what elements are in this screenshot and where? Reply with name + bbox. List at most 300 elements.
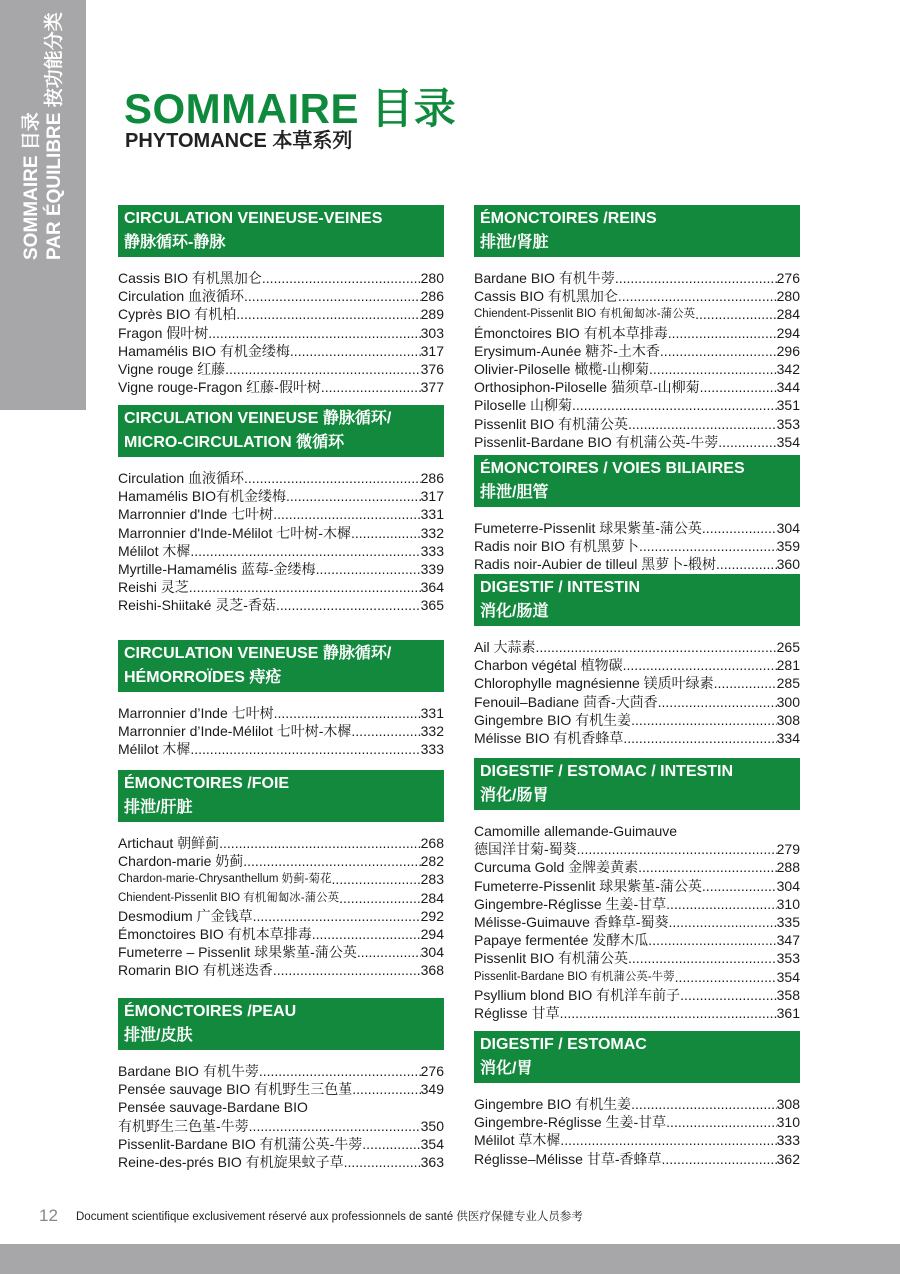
toc-entry[interactable] (474, 693, 800, 711)
dot-leader (648, 931, 776, 949)
section-header (474, 758, 800, 810)
entry-page-number: 334 (776, 730, 800, 747)
toc-entry[interactable] (118, 542, 444, 560)
toc-entry[interactable] (474, 822, 800, 840)
entry-label: Ail 大蒜素 (474, 639, 536, 655)
entry-label: Fragon 假叶树 (118, 324, 209, 341)
dot-leader (352, 1080, 420, 1098)
toc-entry[interactable] (118, 907, 444, 925)
side-tab-text (0, 0, 86, 410)
entry-label: Piloselle 山柳菊 (474, 397, 573, 414)
entry-label: Mélisse-Guimauve 香蜂草-蜀葵 (474, 914, 669, 931)
dot-leader (623, 729, 776, 747)
toc-entry[interactable] (118, 324, 444, 342)
entry-page-number: 350 (420, 1117, 444, 1134)
entry-label: Fumeterre-Pissenlit 球果紫堇-蒲公英 (474, 520, 702, 536)
toc-entry[interactable] (474, 1004, 800, 1022)
toc-entry[interactable] (118, 469, 444, 487)
section-peau (118, 998, 444, 1171)
entry-page-number: 308 (776, 1096, 800, 1112)
toc-entry[interactable] (118, 1153, 444, 1171)
toc-entry[interactable] (118, 378, 444, 396)
entry-page-number: 317 (420, 342, 444, 359)
entry-page-number: 296 (776, 342, 800, 359)
entry-page-number: 353 (776, 415, 800, 432)
toc-entry[interactable] (474, 949, 800, 967)
toc-entry[interactable] (474, 360, 800, 378)
entry-label: Émonctoires BIO 有机本草排毒 (118, 926, 312, 943)
toc-entry[interactable] (474, 1095, 800, 1113)
side-tab-line1: SOMMAIRE 目录 (21, 112, 42, 260)
dot-leader (639, 537, 777, 555)
dot-leader (535, 638, 776, 656)
entry-label: Circulation 血液循环 (118, 288, 245, 305)
toc-entry[interactable] (118, 1135, 444, 1153)
entry-page-number: 361 (776, 1005, 800, 1022)
section-hemorroides (118, 640, 444, 759)
entry-label: Chlorophylle magnésienne 镁质叶绿素 (474, 675, 714, 692)
dot-leader (628, 949, 777, 967)
section-circulation-veines (118, 205, 444, 396)
dot-leader (618, 287, 777, 305)
toc-entry[interactable] (118, 1117, 444, 1135)
section-header-line: CIRCULATION VEINEUSE 静脉循环/ (124, 645, 392, 662)
entry-label: Gingembre-Réglisse 生姜-甘草 (474, 1114, 667, 1131)
section-header-line: DIGESTIF / INTESTIN (480, 579, 641, 596)
dot-leader (675, 968, 777, 986)
toc-entry[interactable] (474, 913, 800, 931)
toc-entry[interactable] (118, 961, 444, 979)
toc-entry[interactable] (474, 638, 800, 656)
toc-entry[interactable] (474, 415, 800, 433)
entry-page-number: 284 (420, 889, 444, 906)
section-foie (118, 770, 444, 980)
entry-label: Bardane BIO 有机牛蒡 (474, 270, 615, 286)
entry-page-number: 344 (776, 379, 800, 396)
toc-entry[interactable] (474, 396, 800, 414)
section-header-line: CIRCULATION VEINEUSE-VEINES (124, 210, 383, 227)
entry-label: Mélilot 木樨 (118, 741, 191, 758)
entry-list (474, 822, 800, 1022)
entry-label: Myrtille-Hamamélis 蓝莓-金缕梅 (118, 561, 316, 578)
toc-entry[interactable] (474, 342, 800, 360)
entry-label: Pensée sauvage-Bardane BIO (118, 1099, 308, 1116)
toc-entry[interactable] (118, 505, 444, 523)
toc-entry[interactable] (474, 674, 800, 692)
entry-label: Émonctoires BIO 有机本草排毒 (474, 324, 668, 341)
entry-label: Cassis BIO 有机黑加仑 (474, 288, 618, 305)
dot-leader (208, 324, 420, 342)
entry-label: Pissenlit BIO 有机蒲公英 (474, 950, 629, 967)
section-header (118, 770, 444, 822)
dot-leader (702, 877, 777, 895)
entry-label: Reishi-Shiitaké 灵芝-香菇 (118, 597, 276, 614)
toc-entry[interactable] (474, 287, 800, 305)
section-intestin (474, 574, 800, 747)
entry-label: Bardane BIO 有机牛蒡 (118, 1063, 259, 1079)
entry-label: Artichaut 朝鲜蓟 (118, 835, 220, 851)
section-header-line: 排泄/胆管 (480, 484, 549, 501)
entry-label: Charbon végétal 植物碳 (474, 657, 623, 674)
entry-label: 德国洋甘菊-蜀葵 (474, 841, 577, 858)
toc-entry[interactable] (118, 852, 444, 870)
entry-page-number: 332 (420, 524, 444, 541)
entry-label: Marronnier d'Inde 七叶树 (118, 506, 274, 523)
entry-page-number: 331 (420, 506, 444, 523)
entry-page-number: 358 (776, 986, 800, 1003)
entry-page-number: 360 (776, 556, 800, 573)
toc-entry[interactable] (118, 578, 444, 596)
entry-page-number: 351 (776, 397, 800, 414)
entry-page-number: 377 (420, 379, 444, 396)
entry-label: Pensée sauvage BIO 有机野生三色堇 (118, 1081, 353, 1098)
entry-page-number: 304 (776, 520, 800, 536)
entry-label: Chardon-marie 奶蓟 (118, 853, 244, 870)
toc-entry[interactable] (474, 378, 800, 396)
section-header-line: 排泄/肾脏 (480, 234, 549, 251)
entry-page-number: 288 (776, 859, 800, 876)
dot-leader (290, 342, 421, 360)
section-header-line: 排泄/皮肤 (124, 1027, 193, 1044)
entry-label: Orthosiphon-Piloselle 猫须草-山柳菊 (474, 379, 700, 396)
entry-page-number: 294 (420, 926, 444, 943)
entry-list (118, 269, 444, 396)
entry-list (118, 834, 444, 980)
entry-page-number: 280 (420, 270, 444, 286)
toc-entry[interactable] (118, 342, 444, 360)
section-reins (474, 205, 800, 451)
entry-label: Erysimum-Aunée 糖芥-土木香 (474, 342, 660, 359)
entry-page-number: 333 (420, 542, 444, 559)
section-header-line: 消化/胃 (480, 1060, 533, 1077)
dot-leader (560, 1131, 776, 1149)
section-header (474, 455, 800, 507)
toc-entry[interactable] (118, 704, 444, 722)
toc-entry[interactable] (118, 943, 444, 961)
dot-leader (331, 870, 420, 888)
entry-label: Mélisse BIO 有机香蜂草 (474, 730, 624, 747)
entry-label: Réglisse–Mélisse 甘草-香蜂草 (474, 1150, 662, 1167)
entry-label: Radis noir BIO 有机黑萝卜 (474, 538, 639, 555)
page-number: 12 (39, 1206, 58, 1225)
entry-list (118, 1062, 444, 1171)
entry-label: Reishi 灵芝 (118, 579, 189, 596)
dot-leader (680, 986, 776, 1004)
dot-leader (321, 378, 421, 396)
entry-label: Camomille allemande-Guimauve (474, 823, 678, 839)
entry-label: Fumeterre-Pissenlit 球果紫堇-蒲公英 (474, 877, 702, 894)
dot-leader (666, 895, 776, 913)
dot-leader (344, 1153, 421, 1171)
entry-page-number: 282 (420, 853, 444, 870)
entry-label: Pissenlit-Bardane BIO 有机蒲公英-牛蒡 (118, 1135, 363, 1152)
entry-label: Olivier-Piloselle 橄榄-山柳菊 (474, 361, 650, 378)
toc-entry[interactable] (474, 537, 800, 555)
dot-leader (189, 578, 421, 596)
toc-entry[interactable] (474, 1131, 800, 1149)
entry-page-number: 300 (776, 693, 800, 710)
entry-label: Réglisse 甘草 (474, 1005, 560, 1022)
toc-entry[interactable] (118, 870, 444, 888)
entry-page-number: 281 (776, 657, 800, 674)
section-header-line: 排泄/肝脏 (124, 799, 193, 816)
dot-leader (244, 287, 421, 305)
section-header-line: 静脉循环-静脉 (124, 234, 226, 251)
section-micro-circulation (118, 405, 444, 615)
entry-label: Marronnier d'Inde-Mélilot 七叶树-木樨 (118, 524, 351, 541)
toc-entry[interactable] (474, 555, 800, 573)
entry-label: Hamamélis BIO 有机金缕梅 (118, 342, 290, 359)
entry-label: Mélilot 木樨 (118, 542, 191, 559)
section-header (118, 640, 444, 692)
entry-page-number: 335 (776, 914, 800, 931)
dot-leader (253, 907, 421, 925)
entry-page-number: 292 (420, 907, 444, 924)
entry-page-number: 276 (420, 1063, 444, 1079)
entry-label: Vigne rouge-Fragon 红藤-假叶树 (118, 379, 321, 396)
dot-leader (572, 396, 777, 414)
dot-leader (219, 834, 421, 852)
dot-leader (666, 1113, 776, 1131)
entry-label: Romarin BIO 有机迷迭香 (118, 962, 273, 979)
toc-entry[interactable] (474, 324, 800, 342)
section-header (118, 405, 444, 457)
entry-page-number: 332 (420, 723, 444, 740)
dot-leader (190, 542, 420, 560)
toc-entry[interactable] (474, 877, 800, 895)
dot-leader (623, 656, 777, 674)
entry-label: Pissenlit-Bardane BIO 有机蒲公英-牛蒡 (474, 433, 719, 450)
entry-label: Mélilot 草木樨 (474, 1132, 561, 1149)
toc-entry[interactable] (118, 1098, 444, 1116)
entry-page-number: 284 (776, 306, 800, 323)
toc-entry[interactable] (118, 1080, 444, 1098)
entry-label: Circulation 血液循环 (118, 470, 245, 486)
entry-label: Pissenlit-Bardane BIO 有机蒲公英-牛蒡 (474, 970, 675, 983)
dot-leader (668, 324, 777, 342)
entry-label: Fenouil–Badiane 茴香-大茴香 (474, 693, 658, 710)
entry-label: Hamamélis BIO有机金缕梅 (118, 488, 287, 505)
dot-leader (273, 505, 420, 523)
entry-page-number: 368 (420, 962, 444, 979)
entry-page-number: 349 (420, 1081, 444, 1098)
dot-leader (628, 415, 777, 433)
dot-leader (243, 852, 420, 870)
toc-entry[interactable] (118, 740, 444, 758)
section-header-line: ÉMONCTOIRES /FOIE (124, 775, 290, 792)
entry-label: Pissenlit BIO 有机蒲公英 (474, 415, 629, 432)
entry-label: Chiendent-Pissenlit BIO 有机匍匐冰-蒲公英 (118, 891, 340, 904)
toc-entry[interactable] (118, 269, 444, 287)
entry-list (118, 469, 444, 615)
entry-page-number: 354 (776, 968, 800, 985)
entry-page-number: 280 (776, 288, 800, 305)
entry-label: Cyprès BIO 有机柏 (118, 306, 237, 323)
toc-entry[interactable] (474, 433, 800, 451)
entry-page-number: 286 (420, 288, 444, 305)
entry-page-number: 289 (420, 306, 444, 323)
entry-page-number: 268 (420, 835, 444, 851)
section-header-line: CIRCULATION VEINEUSE 静脉循环/ (124, 410, 392, 427)
dot-leader (273, 961, 421, 979)
section-header-line: DIGESTIF / ESTOMAC (480, 1036, 647, 1053)
entry-page-number: 339 (420, 561, 444, 578)
entry-page-number: 265 (776, 639, 800, 655)
dot-leader (259, 1062, 421, 1080)
dot-leader (714, 674, 777, 692)
toc-entry[interactable] (118, 305, 444, 323)
toc-entry[interactable] (118, 925, 444, 943)
toc-entry[interactable] (474, 656, 800, 674)
dot-leader (718, 433, 776, 451)
toc-entry[interactable] (474, 858, 800, 876)
toc-entry[interactable] (118, 834, 444, 852)
entry-page-number: 333 (420, 741, 444, 758)
entry-page-number: 362 (776, 1150, 800, 1167)
dot-leader (351, 524, 421, 542)
entry-label: 有机野生三色堇-牛蒡 (118, 1117, 249, 1134)
section-header-line: 消化/肠道 (480, 603, 549, 620)
toc-entry[interactable] (474, 931, 800, 949)
entry-label: Fumeterre – Pissenlit 球果紫堇-蒲公英 (118, 944, 357, 961)
dot-leader (244, 469, 421, 487)
entry-label: Reine-des-prés BIO 有机旋果蚊子草 (118, 1154, 344, 1171)
toc-entry[interactable] (118, 889, 444, 907)
dot-leader (339, 889, 421, 907)
section-estomac-intestin (474, 758, 800, 1022)
toc-entry[interactable] (118, 487, 444, 505)
toc-entry[interactable] (474, 269, 800, 287)
section-header (118, 205, 444, 257)
dot-leader (638, 858, 776, 876)
dot-leader (262, 269, 421, 287)
entry-page-number: 363 (420, 1154, 444, 1171)
dot-leader (631, 711, 776, 729)
entry-label: Papaye fermentée 发酵木瓜 (474, 932, 649, 949)
entry-page-number: 359 (776, 538, 800, 555)
toc-entry[interactable] (118, 287, 444, 305)
toc-entry[interactable] (474, 1113, 800, 1131)
entry-list (118, 704, 444, 759)
dot-leader (276, 596, 421, 614)
toc-entry[interactable] (118, 1062, 444, 1080)
section-header (474, 1031, 800, 1083)
dot-leader (649, 360, 777, 378)
dot-leader (668, 913, 776, 931)
entry-page-number: 310 (776, 895, 800, 912)
section-header-line: ÉMONCTOIRES /PEAU (124, 1003, 297, 1020)
toc-entry[interactable] (474, 1150, 800, 1168)
entry-label: Marronnier d’Inde-Mélilot 七叶树-木樨 (118, 723, 352, 740)
section-voies-biliaires (474, 455, 800, 574)
entry-page-number: 279 (776, 841, 800, 858)
dot-leader (351, 722, 420, 740)
page-subtitle: PHYTOMANCE 本草系列 (125, 130, 353, 152)
section-header-line: ÉMONCTOIRES / VOIES BILIAIRES (480, 460, 745, 477)
section-header (474, 574, 800, 626)
entry-label: Desmodium 广金钱草 (118, 907, 253, 924)
entry-page-number: 283 (420, 871, 444, 888)
side-tab (0, 0, 86, 410)
entry-page-number: 365 (420, 597, 444, 614)
toc-entry[interactable] (474, 986, 800, 1004)
entry-page-number: 286 (420, 470, 444, 486)
entry-page-number: 342 (776, 361, 800, 378)
entry-page-number: 376 (420, 361, 444, 378)
entry-page-number: 310 (776, 1114, 800, 1131)
section-header-line: ÉMONCTOIRES /REINS (480, 210, 657, 227)
entry-list (474, 638, 800, 747)
entry-label: Gingembre-Réglisse 生姜-甘草 (474, 895, 667, 912)
dot-leader (631, 1095, 776, 1113)
toc-entry[interactable] (474, 711, 800, 729)
bottom-bar (0, 1244, 900, 1274)
section-header-line: 消化/肠胃 (480, 787, 549, 804)
dot-leader (615, 269, 777, 287)
entry-page-number: 347 (776, 932, 800, 949)
entry-list (474, 1095, 800, 1168)
section-header-line: HÉMORROÏDES 痔疮 (124, 669, 282, 686)
entry-page-number: 317 (420, 488, 444, 505)
section-header (118, 998, 444, 1050)
toc-entry[interactable] (118, 360, 444, 378)
dot-leader (286, 487, 421, 505)
dot-leader (700, 378, 777, 396)
entry-label: Vigne rouge 红藤 (118, 361, 226, 378)
dot-leader (225, 360, 421, 378)
dot-leader (249, 1117, 421, 1135)
entry-page-number: 304 (776, 877, 800, 894)
dot-leader (274, 704, 421, 722)
dot-leader (661, 1150, 776, 1168)
toc-entry[interactable] (118, 722, 444, 740)
dot-leader (695, 305, 777, 323)
dot-leader (190, 740, 420, 758)
side-tab-line2: PAR ÉQUILIBRE 按功能分类 (44, 12, 65, 260)
entry-page-number: 331 (420, 705, 444, 721)
toc-entry[interactable] (474, 840, 800, 858)
entry-page-number: 294 (776, 324, 800, 341)
section-header-line: DIGESTIF / ESTOMAC / INTESTIN (480, 763, 734, 780)
toc-entry[interactable] (118, 596, 444, 614)
toc-entry[interactable] (118, 560, 444, 578)
dot-leader (236, 305, 420, 323)
entry-label: Gingembre BIO 有机生姜 (474, 711, 632, 728)
entry-label: Marronnier d’Inde 七叶树 (118, 705, 274, 721)
page-title: SOMMAIRE 目录 (124, 85, 457, 132)
entry-page-number: 354 (776, 433, 800, 450)
section-header-line: MICRO-CIRCULATION 微循环 (124, 434, 345, 451)
toc-entry[interactable] (118, 524, 444, 542)
toc-entry[interactable] (474, 305, 800, 323)
entry-label: Radis noir-Aubier de tilleul 黑萝卜-椴树 (474, 556, 716, 573)
toc-entry[interactable] (474, 968, 800, 986)
entry-page-number: 333 (776, 1132, 800, 1149)
toc-entry[interactable] (474, 729, 800, 747)
entry-page-number: 364 (420, 579, 444, 596)
entry-page-number: 285 (776, 675, 800, 692)
section-estomac (474, 1031, 800, 1168)
toc-entry[interactable] (474, 519, 800, 537)
dot-leader (577, 840, 777, 858)
entry-page-number: 353 (776, 950, 800, 967)
entry-label: Cassis BIO 有机黑加仑 (118, 270, 262, 286)
entry-label: Psyllium blond BIO 有机洋车前子 (474, 986, 681, 1003)
dot-leader (716, 555, 777, 573)
entry-page-number: 303 (420, 324, 444, 341)
toc-entry[interactable] (474, 895, 800, 913)
dot-leader (357, 943, 421, 961)
